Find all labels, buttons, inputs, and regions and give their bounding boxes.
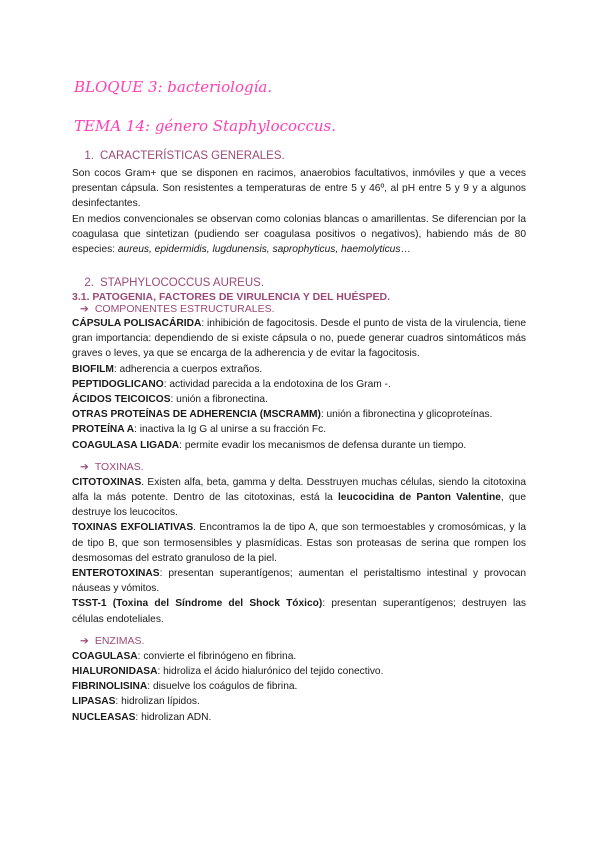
enzyme-item-text: : hidroliza el ácido hialurónico del tejido conectivo. — [157, 666, 384, 678]
enzyme-item-term: LIPASAS — [72, 696, 116, 708]
enzyme-item — [72, 664, 526, 679]
component-item-term: COAGULASA LIGADA — [72, 439, 180, 451]
toxin-item-text: : presentan superantígenos; destruyen las células endoteliales. — [72, 598, 527, 625]
subsection-heading: 3.1. PATOGENIA, FACTORES DE VIRULENCIA Y DEL HUÉSPED. — [72, 291, 390, 303]
section-1-paragraph-2: En medios convencionales se observan como colonias blancas o amarillentas. Se diferencian por la coagulasa que sintetizan (pudiendo ser coagulasa positivos o negativos), habiendo más de 80 especies: aureus, epidermidis, lugdunensis, saprophyticus, haemolyticus… — [72, 213, 526, 256]
section-1-paragraph-1: Son cocos Gram+ que se disponen en racimos, anaerobios facultativos, inmóviles y que a veces presentan cápsula. Son resistentes a temperaturas de entre 5 y 46º, al pH entre 5 y 9 y a algunos desinfectantes. — [72, 168, 526, 210]
component-item — [72, 377, 526, 392]
enzyme-item-text: : hidrolizan ADN. — [135, 711, 212, 723]
toxin-item — [72, 596, 526, 626]
toxin-item-text: . Encontramos la de tipo A, que son termoestables y cromosómicas, y la de tipo B, que son termosensibles y plasmídicas. Estas son proteasas de serina que rompen los desmosomas del estrato granuloso de la piel. — [72, 522, 526, 564]
arrow-icon: ➔ — [80, 303, 89, 315]
enzyme-item — [72, 649, 526, 664]
arrow-icon: ➔ — [80, 634, 89, 647]
component-item — [72, 422, 526, 437]
component-item-text: : unión a fibronectina y glicoproteínas. — [320, 409, 493, 421]
enzyme-item-text: : hidrolizan lípidos. — [115, 696, 200, 708]
component-item-text: : permite evadir los mecanismos de defensa durante un tiempo. — [179, 439, 467, 451]
component-item — [72, 362, 526, 377]
enzyme-item-term: FIBRINOLISINA — [72, 681, 148, 693]
component-item-text: : inactiva la Ig G al unirse a su fracción Fc. — [134, 424, 327, 436]
enzyme-item-text: : disuelve los coágulos de fibrina. — [147, 681, 298, 693]
component-item-term: BIOFILM — [72, 363, 114, 375]
enzyme-item-term: HIALURONIDASA — [72, 666, 158, 678]
enzyme-item-term: NUCLEASAS — [72, 711, 136, 723]
component-item-term: PEPTIDOGLICANO — [72, 378, 164, 390]
component-item-term: OTRAS PROTEÍNAS DE ADHERENCIA (MSCRAMM) — [72, 409, 321, 421]
component-item — [72, 316, 526, 362]
toxin-item — [72, 520, 526, 566]
toxin-item-term: TSST-1 (Toxina del Síndrome del Shock Tóxico) — [72, 598, 323, 610]
component-item-term: PROTEÍNA A — [72, 424, 135, 436]
species-list: aureus, epidermidis, lugdunensis, saprophyticus, haemolyticus — [117, 244, 401, 256]
toxin-item-term: TOXINAS EXFOLIATIVAS — [72, 522, 194, 534]
section-1-heading: 1. CARACTERÍSTICAS GENERALES. — [84, 150, 285, 162]
section-aureus — [72, 277, 526, 725]
component-item-term: ÁCIDOS TEICOICOS — [72, 394, 171, 406]
toxin-item — [72, 566, 526, 596]
section-general — [72, 150, 526, 257]
components-list — [72, 316, 526, 453]
component-item-text: : adherencia a cuerpos extraños. — [113, 363, 263, 375]
toxin-item-term: ENTEROTOXINAS — [72, 568, 160, 580]
component-item — [72, 407, 526, 422]
enzyme-item-term: COAGULASA — [72, 650, 138, 662]
toxins-list — [72, 520, 526, 626]
toxins-heading: ➔ TOXINAS. — [80, 460, 144, 473]
component-item-term: CÁPSULA POLISACÁRIDA — [72, 318, 202, 329]
component-item — [72, 392, 526, 407]
enzymes-heading: ➔ ENZIMAS. — [80, 634, 145, 647]
enzyme-item-text: : convierte el fibrinógeno en fibrina. — [137, 650, 297, 662]
components-heading: ➔ COMPONENTES ESTRUCTURALES. — [80, 303, 275, 315]
component-item-text: : unión a fibronectina. — [170, 394, 268, 406]
enzyme-item — [72, 694, 526, 709]
enzyme-item — [72, 679, 526, 694]
section-2-heading: 2. STAPHYLOCOCCUS AUREUS. — [84, 277, 265, 289]
component-item — [72, 438, 526, 453]
enzyme-item — [72, 710, 526, 725]
enzymes-list — [72, 649, 526, 725]
toxin-item-text: : presentan superantígenos; aumentan el peristaltismo intestinal y provocan náuseas y vómitos. — [72, 568, 526, 595]
component-item-text: : inhibición de fagocitosis. Desde el punto de vista de la virulencia, tiene gran importancia: dependiendo de si existe cápsula o no, puede generar cuadros sintomáticos más graves o leves, ya que se encarga de la adherencia y de evitar la fagocitosis. — [72, 318, 527, 360]
tema-title: TEMA 14: género Staphylococcus. — [74, 117, 336, 135]
arrow-icon: ➔ — [80, 460, 89, 473]
block-title: BLOQUE 3: bacteriología. — [74, 78, 273, 96]
toxin-item: CITOTOXINAS. Existen alfa, beta, gamma y delta. Desstruyen muchas células, siendo la citotoxina alfa la más potente. Dentro de las citotoxinas, está la leucocidina de Panton Valentine, que destruye los leucocitos. — [72, 476, 526, 519]
component-item-text: : actividad parecida a la endotoxina de los Gram -. — [163, 378, 391, 390]
